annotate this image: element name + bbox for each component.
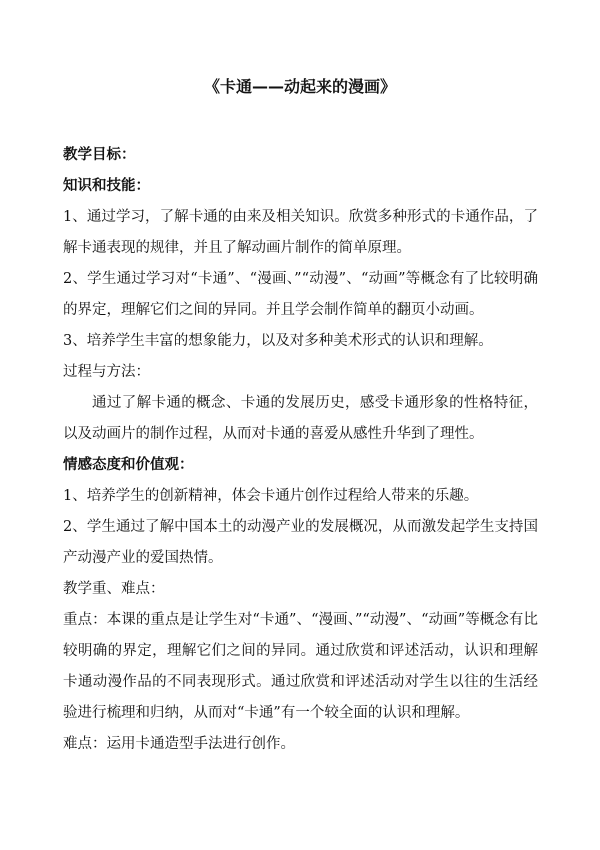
document-body (63, 140, 538, 760)
difficult-point-text: 难点：运用卡通造型手法进行创作。 (63, 736, 295, 752)
knowledge-skills-heading: 知识和技能： (63, 178, 150, 194)
process-methods-text: 通过了解卡通的概念、卡通的发展历史，感受卡通形象的性格特征，以及动画片的制作过程，从而对卡通的喜爱从感性升华到了理性。 (63, 395, 538, 442)
knowledge-item-3: 3、培养学生丰富的想象能力，以及对多种美术形式的认识和理解。 (63, 333, 493, 349)
process-methods-heading: 过程与方法： (63, 364, 150, 380)
emotion-item-2: 2、学生通过了解中国本土的动漫产业的发展概况，从而激发起学生支持国产动漫产业的爱国热情。 (63, 519, 538, 566)
emotion-item-1: 1、培养学生的创新精神，体会卡通片创作过程给人带来的乐趣。 (63, 488, 479, 504)
knowledge-item-2: 2、学生通过学习对“卡通”、“漫画、”“动漫”、“动画”等概念有了比较明确的界定，理解它们之间的异同。并且学会制作简单的翻页小动画。 (63, 271, 538, 318)
key-difficult-heading: 教学重、难点： (63, 581, 165, 597)
emotion-values-heading: 情感态度和价值观： (63, 457, 194, 473)
page-title: 《卡通——动起来的漫画》 (203, 77, 396, 96)
key-point-text: 重点：本课的重点是让学生对“卡通”、“漫画、”“动漫”、“动画”等概念有比较明确的界定，理解它们之间的异同。通过欣赏和评述活动，认识和理解卡通动漫作品的不同表现形式。通过欣赏和评述活动对学生以往的生活经验进行梳理和归纳，从而对“卡通”有一个较全面的认识和理解。 (63, 612, 538, 721)
teaching-goals-heading: 教学目标： (63, 147, 136, 163)
knowledge-item-1: 1、通过学习，了解卡通的由来及相关知识。欣赏多种形式的卡通作品，了解卡通表现的规律，并且了解动画片制作的简单原理。 (63, 209, 538, 256)
